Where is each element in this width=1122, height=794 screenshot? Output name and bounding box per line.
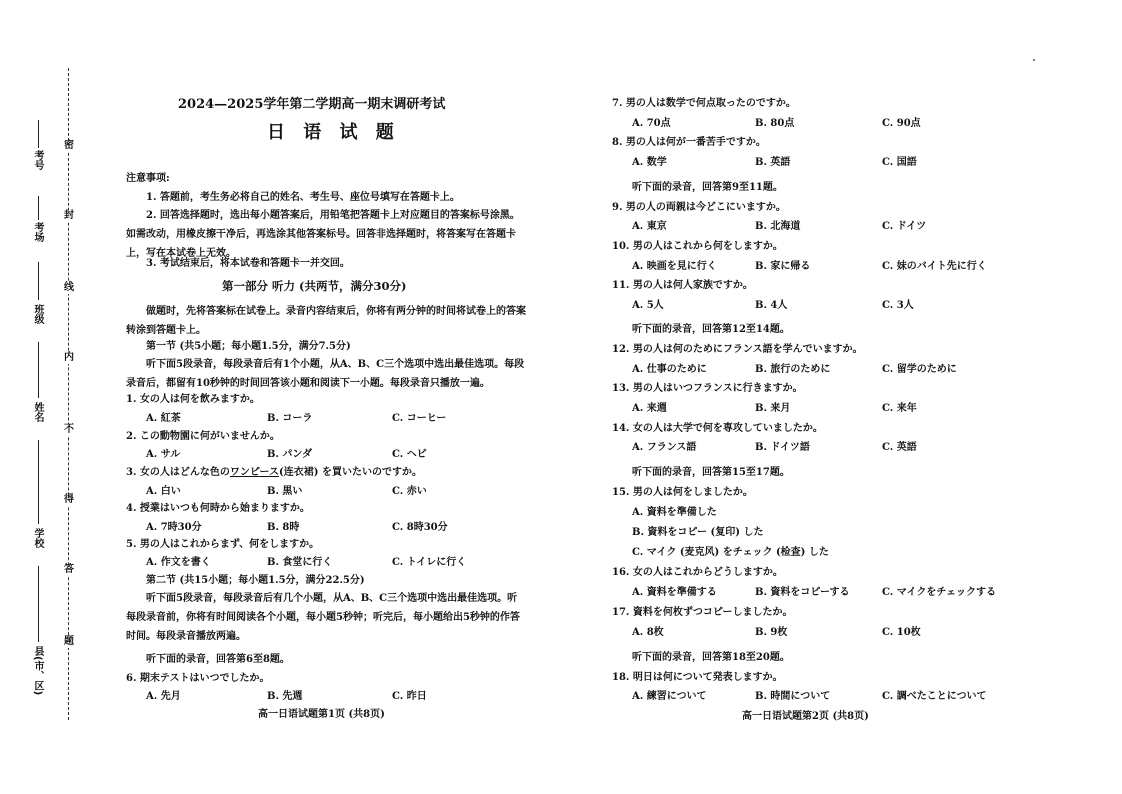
notice-item-2: 2. 回答选择题时，选出每小题答案后，用铅笔把答题卡上对应题目的答案标号涂黑。如需改动，用橡皮擦干净后，再选涂其他答案标号。回答非选择题时，将答案写在答题卡上，写在本试卷上无效。: [126, 210, 520, 259]
margin-fill-line: [38, 566, 39, 642]
seal-char: 答: [64, 564, 74, 575]
page-footer-2: 高一日语试题第2页 (共8页): [742, 711, 869, 722]
q6-option-b: B. 先週: [267, 691, 303, 702]
question-12: 12. 男の人は何のためにフランス語を学んでいますか。: [612, 344, 863, 355]
exam-title: 2024—2025学年第二学期高一期末调研考试: [178, 97, 446, 112]
q17-option-c: C. 10枚: [882, 627, 921, 638]
q15-option-b: B. 資料をコピー (复印) した: [632, 527, 764, 538]
exam-subtitle: 日 语 试 题: [267, 122, 400, 143]
q10-option-b: B. 家に帰る: [755, 261, 811, 272]
q8-option-c: C. 国語: [882, 157, 917, 168]
q12-option-c: C. 留学のために: [882, 364, 957, 375]
q3-option-b: B. 黒い: [267, 486, 303, 497]
q11-option-b: B. 4人: [755, 300, 788, 311]
q18-option-b: B. 時間について: [755, 691, 831, 702]
q9-option-c: C. ドイツ: [882, 221, 927, 232]
question-9: 9. 男の人の両親は今どこにいますか。: [612, 202, 786, 213]
question-1: 1. 女の人は何を飲みますか。: [126, 394, 260, 405]
q11-option-c: C. 3人: [882, 300, 914, 311]
question-8: 8. 男の人は何が一番苦手ですか。: [612, 137, 766, 148]
q13-option-c: C. 来年: [882, 403, 917, 414]
q14-option-a: A. フランス語: [632, 442, 697, 453]
q3-underlined-word: ワンピース: [229, 467, 280, 478]
q12-option-a: A. 仕事のために: [632, 364, 707, 375]
seal-char: 内: [64, 352, 74, 363]
question-3: [126, 466, 422, 480]
q2-option-a: A. サル: [146, 449, 181, 460]
seal-char: 线: [64, 282, 74, 293]
q13-option-b: B. 来月: [755, 403, 791, 414]
notice-item-3: 3. 考试结束后，将本试卷和答题卡一并交回。: [146, 258, 350, 269]
page-footer-1: 高一日语试题第1页 (共8页): [258, 709, 385, 720]
section1-description: 听下面5段录音，每段录音后有1个小题，从A、B、C三个选项中选出最佳选项。每段录音后，都留有10秒钟的时间回答该小题和阅读下一小题。每段录音只播放一遍。: [126, 359, 525, 389]
q14-option-c: C. 英語: [882, 442, 917, 453]
margin-label-exam-room: 考场: [32, 222, 43, 242]
q8-option-a: A. 数学: [632, 157, 667, 168]
q1-option-a: A. 紅茶: [146, 413, 181, 424]
q5-option-a: A. 作文を書く: [146, 557, 211, 568]
seal-char: 不: [64, 424, 74, 435]
question-16: 16. 女の人はこれからどうしますか。: [612, 567, 783, 578]
question-14: 14. 女の人は大学で何を専攻していましたか。: [612, 423, 823, 434]
q7-option-a: A. 70点: [632, 118, 671, 129]
q16-option-a: A. 資料を準備する: [632, 587, 717, 598]
q10-option-c: C. 妹のバイト先に行く: [882, 261, 987, 272]
binding-dashed-line: [68, 68, 69, 720]
question-17: 17. 資料を何枚ずつコピーしましたか。: [612, 607, 793, 618]
q10-option-a: A. 映画を見に行く: [632, 261, 717, 272]
q2-option-c: C. ヘビ: [392, 449, 427, 460]
q16-option-c: C. マイクをチェックする: [882, 587, 997, 598]
margin-label-name: 姓名: [32, 402, 43, 422]
q7-option-b: B. 80点: [755, 118, 795, 129]
part1-heading: 第一部分 听力 (共两节，满分30分): [222, 279, 407, 293]
q3-option-a: A. 白い: [146, 486, 181, 497]
q4-option-c: C. 8時30分: [392, 522, 448, 533]
q15-option-a: A. 資料を準備した: [632, 507, 717, 518]
q9-option-a: A. 東京: [632, 221, 667, 232]
question-4: 4. 授業はいつも何時から始まりますか。: [126, 503, 310, 514]
q1-option-c: C. コーヒー: [392, 413, 447, 424]
scan-speck: [1033, 59, 1035, 61]
listen-instruction-15-17: 听下面的录音，回答第15至17题。: [632, 467, 790, 478]
question-13: 13. 男の人はいつフランスに行きますか。: [612, 383, 803, 394]
seal-char: 题: [64, 636, 74, 647]
q4-option-a: A. 7時30分: [146, 522, 202, 533]
margin-label-class: 班级: [32, 304, 43, 324]
seal-char: 封: [64, 210, 74, 221]
seal-char: 得: [64, 494, 74, 505]
q2-option-b: B. パンダ: [267, 449, 313, 460]
listen-instruction-9-11: 听下面的录音，回答第9至11题。: [632, 182, 783, 193]
q18-option-a: A. 練習について: [632, 691, 707, 702]
q5-option-b: B. 食堂に行く: [267, 557, 333, 568]
margin-label-county: 县(市、区): [32, 646, 43, 696]
q1-option-b: B. コーラ: [267, 413, 313, 424]
question-6: 6. 期末テストはいつでしたか。: [126, 673, 270, 684]
q3-text-end: (连衣裙) を買いたいのですか。: [279, 467, 422, 478]
q4-option-b: B. 8時: [267, 522, 300, 533]
seal-char: 密: [64, 140, 74, 151]
margin-fill-line: [38, 120, 39, 148]
section1-heading: 第一节 (共5小题；每小题1.5分，满分7.5分): [146, 341, 351, 352]
question-7: 7. 男の人は数学で何点取ったのですか。: [612, 98, 796, 109]
question-18: 18. 明日は何について発表しますか。: [612, 672, 783, 683]
margin-label-school: 学校: [32, 528, 43, 548]
q5-option-c: C. トイレに行く: [392, 557, 467, 568]
question-5: 5. 男の人はこれからまず、何をしますか。: [126, 539, 320, 550]
q12-option-b: B. 旅行のために: [755, 364, 831, 375]
q13-option-a: A. 来週: [632, 403, 667, 414]
q9-option-b: B. 北海道: [755, 221, 801, 232]
question-15: 15. 男の人は何をしましたか。: [612, 487, 753, 498]
margin-fill-line: [38, 262, 39, 300]
q3-option-c: C. 赤い: [392, 486, 427, 497]
q18-option-c: C. 調べたことについて: [882, 691, 987, 702]
question-10: 10. 男の人はこれから何をしますか。: [612, 241, 783, 252]
margin-fill-line: [38, 440, 39, 524]
q17-option-b: B. 9枚: [755, 627, 788, 638]
notice-heading: 注意事项:: [126, 173, 170, 184]
section2-description: 听下面5段录音，每段录音后有几个小题，从A、B、C三个选项中选出最佳选项。听每段录音前，你将有时间阅读各个小题，每小题5秒钟；听完后，每小题给出5秒钟的作答时间。每段录音播放两遍。: [126, 593, 520, 642]
listen-instruction-12-14: 听下面的录音，回答第12至14题。: [632, 324, 790, 335]
q6-option-c: C. 昨日: [392, 691, 427, 702]
question-2: 2. この動物園に何がいませんか。: [126, 431, 280, 442]
listen-instruction-6-8: 听下面的录音，回答第6至8题。: [146, 654, 290, 665]
q6-option-a: A. 先月: [146, 691, 181, 702]
q14-option-b: B. ドイツ語: [755, 442, 810, 453]
notice-item-1: 1. 答题前，考生务必将自己的姓名、考生号、座位号填写在答题卡上。: [146, 192, 460, 203]
margin-fill-line: [38, 196, 39, 220]
margin-fill-line: [38, 342, 39, 398]
q7-option-c: C. 90点: [882, 118, 921, 129]
q11-option-a: A. 5人: [632, 300, 664, 311]
q8-option-b: B. 英語: [755, 157, 791, 168]
section2-heading: 第二节 (共15小题；每小题1.5分，满分22.5分): [146, 575, 365, 586]
q17-option-a: A. 8枚: [632, 627, 664, 638]
question-11: 11. 男の人は何人家族ですか。: [612, 280, 753, 291]
q15-option-c: C. マイク (麦克风) をチェック (检查) した: [632, 547, 829, 558]
q16-option-b: B. 資料をコピーする: [755, 587, 850, 598]
margin-label-exam-number: 考号: [32, 150, 43, 170]
listen-instruction-18-20: 听下面的录音，回答第18至20题。: [632, 652, 790, 663]
part1-description: 做题时，先将答案标在试卷上。录音内容结束后，你将有两分钟的时间将试卷上的答案转涂到答题卡上。: [126, 306, 526, 336]
q3-text-start: 3. 女の人はどんな色の: [126, 467, 230, 478]
